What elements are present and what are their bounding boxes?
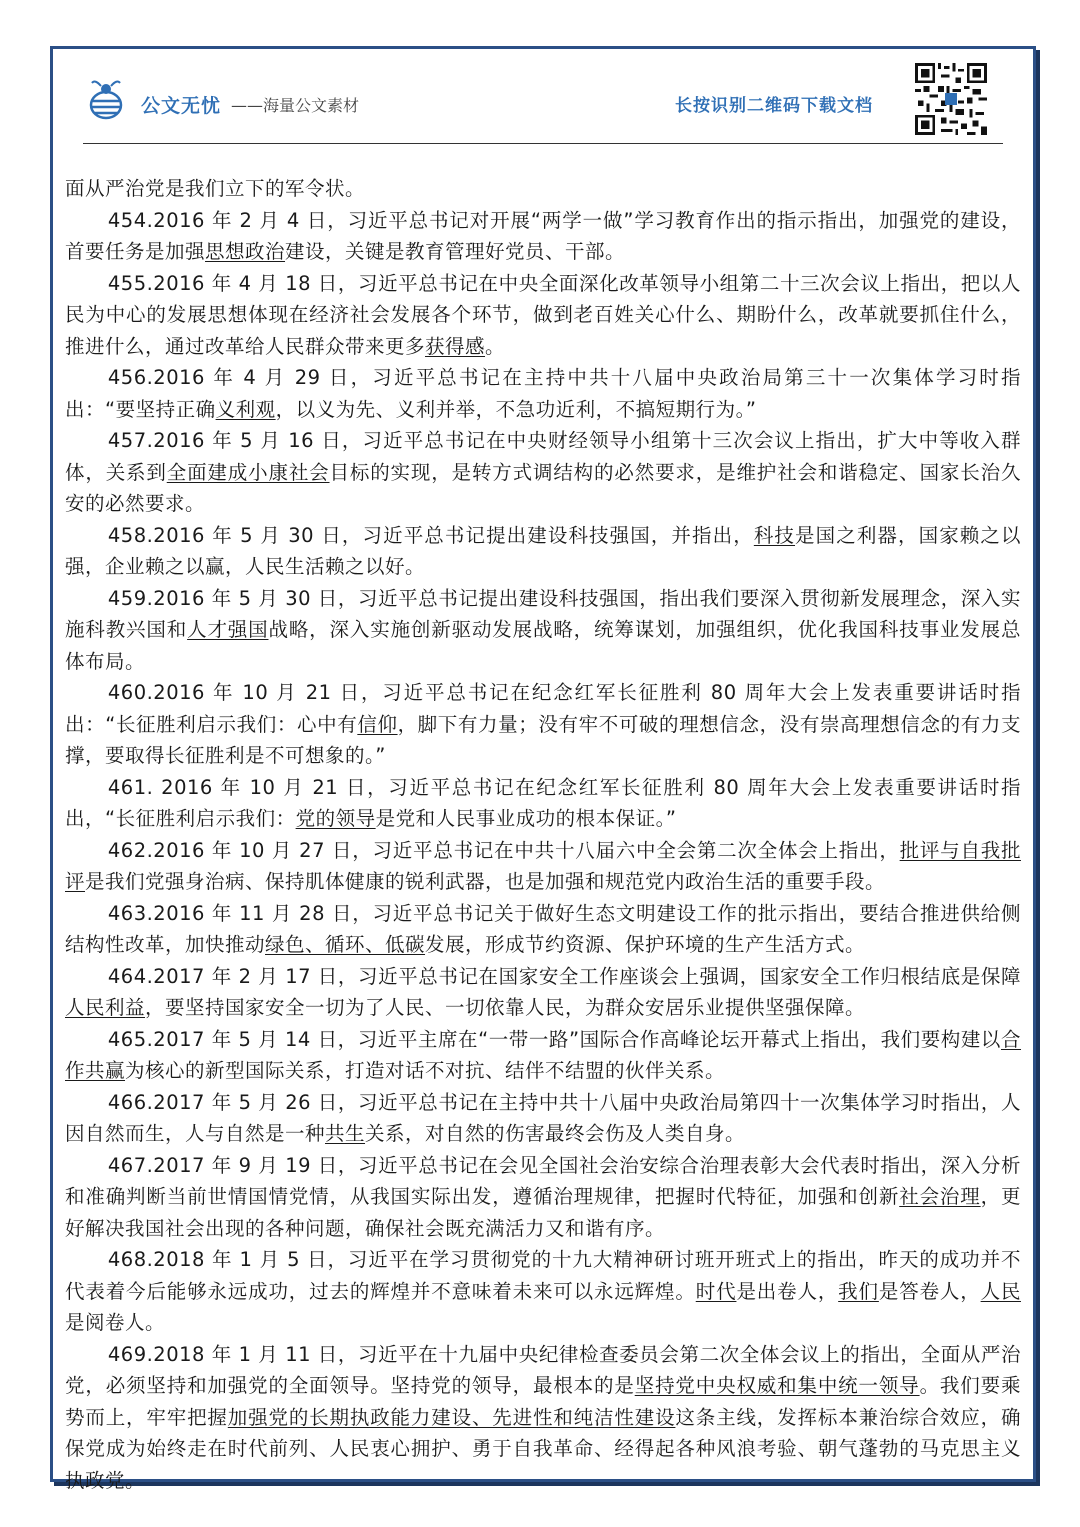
body-paragraph xyxy=(65,1024,1021,1087)
body-paragraph xyxy=(65,268,1021,363)
page-header xyxy=(53,49,1033,143)
paragraph-text: 建设，关键是教育管理好党员、干部。 xyxy=(285,240,626,263)
underlined-keyword: 坚持党中央权威和集中统一领导 xyxy=(634,1374,920,1397)
document-page xyxy=(50,46,1036,1492)
body-paragraph xyxy=(65,1339,1021,1497)
paragraph-text: 460.2016 年 10 月 21 日，习近平总书记在纪念红军长征胜利 80 周年大会上发表重要讲话时指出：“长征胜利启示我们：心中有 xyxy=(65,681,1021,736)
brand-slogan: ——海量公文素材 xyxy=(231,96,360,115)
paragraph-text: 458.2016 年 5 月 30 日，习近平总书记提出建设科技强国，并指出， xyxy=(107,523,754,547)
body-paragraph xyxy=(65,835,1021,898)
paragraph-text: 467.2017 年 9 月 19 日，习近平总书记在会见全国社会治安综合治理表彰大会代表时指出，深入分析和准确判断当前世情国情党情，从我国实际出发，遵循治理规律，把握时代特征，加强和创新 xyxy=(65,1153,1021,1208)
paragraph-text: 459.2016 年 5 月 30 日，习近平总书记提出建设科技强国，指出我们要深入贯彻新发展理念，深入实施科教兴国和 xyxy=(65,586,1021,641)
paragraph-text: 456.2016 年 4 月 29 日，习近平总书记在主持中共十八届中央政治局第三十一次集体学习时指出：“要坚持正确 xyxy=(65,366,1021,421)
paragraph-text: 468.2018 年 1 月 5 日，习近平在学习贯彻党的十九大精神研讨班开班式上的指出，昨天的成功并不代表着今后能够永远成功，过去的辉煌并不意味着未来可以永远辉煌。 xyxy=(65,1248,1021,1303)
paragraph-text: 。我们要乘势而上，牢牢把握 xyxy=(65,1374,1021,1429)
paragraph-text: 462.2016 年 10 月 27 日，习近平总书记在中共十八届六中全会第二次全体会上指出， xyxy=(107,838,900,862)
underlined-keyword: 信仰 xyxy=(357,712,398,736)
paragraph-text: 。 xyxy=(485,334,506,358)
brand-name: 公文无忧 xyxy=(141,95,222,117)
body-paragraph xyxy=(65,1087,1021,1150)
body-paragraph xyxy=(65,1244,1021,1339)
body-paragraph xyxy=(65,520,1021,583)
underlined-keyword: 人才强国 xyxy=(187,618,269,641)
underlined-keyword: 共生 xyxy=(325,1122,366,1145)
underlined-keyword: 我们 xyxy=(838,1279,879,1303)
underlined-keyword: 思想政治 xyxy=(205,240,286,263)
body-paragraph xyxy=(65,362,1021,425)
qr-code-icon[interactable] xyxy=(915,63,987,135)
paragraph-text: ，更好解决我国社会出现的各种问题，确保社会既充满活力又和谐有序。 xyxy=(65,1185,1021,1240)
body-paragraph xyxy=(65,1150,1021,1245)
paragraph-text: ，脚下有力量；没有牢不可破的理想信念，没有崇高理想信念的有力支撑，要取得长征胜利是不可想象的。” xyxy=(65,712,1021,767)
underlined-keyword: 人民利益 xyxy=(65,996,146,1019)
body-paragraph xyxy=(65,677,1021,772)
body-paragraph xyxy=(65,898,1021,961)
underlined-keyword: 科技 xyxy=(753,523,796,547)
body-paragraph xyxy=(65,961,1021,1024)
underlined-keyword: 合作共赢 xyxy=(65,1027,1021,1082)
underlined-keyword: 党的领导 xyxy=(295,807,376,830)
paragraph-text: 469.2018 年 1 月 11 日，习近平在十九届中央纪律检查委员会第二次全体会议上的指出，全面从严治党，必须坚持和加强党的全面领导。坚持党的领导，最根本的是 xyxy=(65,1342,1021,1397)
body-paragraph xyxy=(65,173,1021,205)
paragraph-text: 464.2017 年 2 月 17 日，习近平总书记在国家安全工作座谈会上强调，国家安全工作归根结底是保障 xyxy=(107,964,1021,988)
paragraph-text: 是国之利器，国家赖之以强，企业赖之以赢，人民生活赖之以好。 xyxy=(65,523,1021,578)
underlined-keyword: 义利观 xyxy=(215,397,276,421)
underlined-keyword: 获得感 xyxy=(425,334,486,358)
header-divider xyxy=(83,143,1003,144)
paragraph-text: 战略，深入实施创新驱动发展战略，统筹谋划，加强组织，优化我国科技事业发展总体布局。 xyxy=(65,618,1021,673)
paragraph-text: ，要坚持国家安全一切为了人民、一切依靠人民，为群众安居乐业提供坚强保障。 xyxy=(145,996,866,1019)
body-paragraph xyxy=(65,772,1021,835)
paragraph-text: 461. 2016 年 10 月 21 日，习近平总书记在纪念红军长征胜利 80 周年大会上发表重要讲话时指出，“长征胜利启示我们： xyxy=(65,775,1021,830)
paragraph-text: 发展，形成节约资源、保护环境的生产生活方式。 xyxy=(425,933,866,956)
paragraph-text: 为核心的新型国际关系，打造对话不对抗、结伴不结盟的伙伴关系。 xyxy=(125,1059,726,1082)
underlined-keyword: 社会治理 xyxy=(899,1185,981,1208)
body-paragraph xyxy=(65,583,1021,678)
paragraph-text: 465.2017 年 5 月 14 日，习近平主席在“一带一路”国际合作高峰论坛开幕式上指出，我们要构建以 xyxy=(107,1027,1001,1051)
underlined-keyword: 全面建成小康社会 xyxy=(166,460,330,484)
paragraph-text: 457.2016 年 5 月 16 日，习近平总书记在中央财经领导小组第十三次会议上指出，扩大中等收入群体，关系到 xyxy=(65,429,1021,484)
paragraph-text: 关系，对自然的伤害最终会伤及人类自身。 xyxy=(365,1122,746,1145)
paragraph-text: 是我们党强身治病、保持肌体健康的锐利武器，也是加强和规范党内政治生活的重要手段。 xyxy=(85,870,886,893)
bee-logo-icon xyxy=(83,77,129,123)
body-paragraph xyxy=(65,205,1021,268)
paragraph-text: ，以义为先、义利并举，不急功近利，不搞短期行为。” xyxy=(275,397,757,421)
underlined-keyword: 人民 xyxy=(980,1279,1021,1303)
underlined-keyword: 时代 xyxy=(695,1279,737,1303)
underlined-keyword: 批评与自我批评 xyxy=(65,838,1021,893)
paragraph-text: 是答卷人， xyxy=(878,1279,981,1303)
paragraph-text: 是出卷人， xyxy=(736,1279,839,1303)
paragraph-text: 463.2016 年 11 月 28 日，习近平总书记关于做好生态文明建设工作的批示指出，要结合推进供给侧结构性改革，加快推动 xyxy=(65,901,1021,956)
paragraph-text: 454.2016 年 2 月 4 日，习近平总书记对开展“两学一做”学习教育作出的指示指出，加强党的建设，首要任务是加强 xyxy=(65,208,1021,263)
document-body xyxy=(65,173,1021,1496)
body-paragraph xyxy=(65,425,1021,520)
paragraph-text: 面从严治党是我们立下的军令状。 xyxy=(65,177,366,200)
paragraph-text: 是阅卷人。 xyxy=(65,1311,166,1334)
download-hint: 长按识别二维码下载文档 xyxy=(675,96,873,116)
paragraph-text: 466.2017 年 5 月 26 日，习近平总书记在主持中共十八届中央政治局第四十一次集体学习时指出，人因自然而生，人与自然是一种 xyxy=(65,1090,1021,1145)
underlined-keyword: 绿色、循环、低碳 xyxy=(265,933,426,956)
paragraph-text: 455.2016 年 4 月 18 日，习近平总书记在中央全面深化改革领导小组第二十三次会议上指出，把以人民为中心的发展思想体现在经济社会发展各个环节，做到老百姓关心什么、期盼什么，改革就要抓住什么，推进什么，通过改革给人民群众带来更多 xyxy=(65,271,1021,358)
paragraph-text: 是党和人民事业成功的根本保证。” xyxy=(375,807,677,830)
paragraph-text: 目标的实现，是转方式调结构的必然要求，是维护社会和谐稳定、国家长治久安的必然要求。 xyxy=(65,460,1021,515)
paragraph-text: 这条主线，发挥标本兼治综合效应，确保党成为始终走在时代前列、人民衷心拥护、勇于自我革命、经得起各种风浪考验、朝气蓬勃的马克思主义执政党。 xyxy=(65,1405,1021,1492)
underlined-keyword: 加强党的长期执政能力建设、先进性和纯洁性建设 xyxy=(227,1405,676,1429)
